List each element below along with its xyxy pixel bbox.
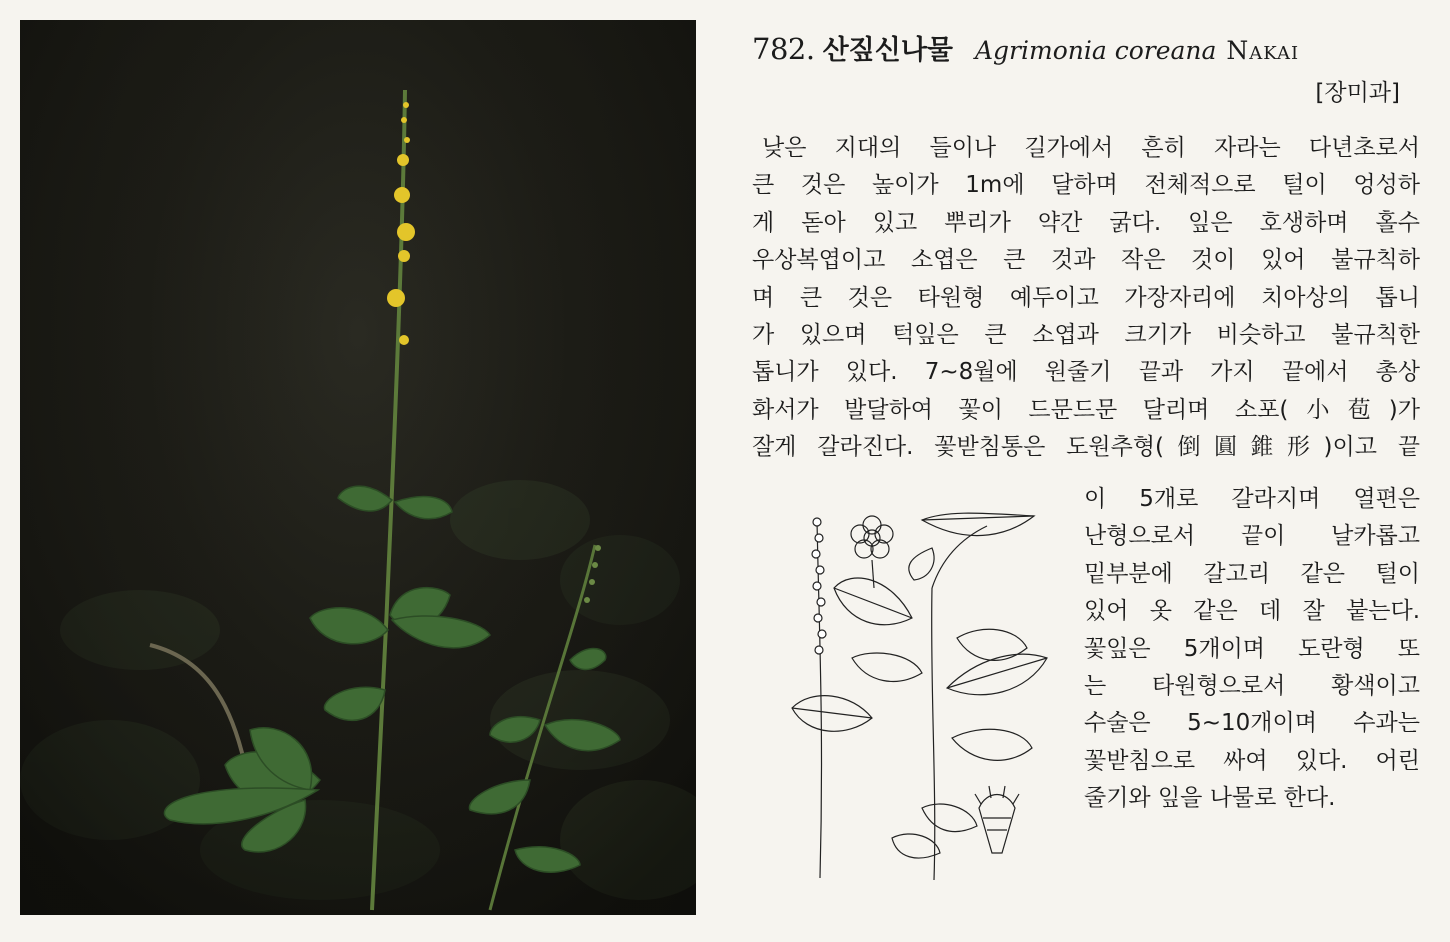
text-line: 수술은 5~10개이며 수과는 [1084,710,1420,737]
korean-name: 산짚신나물 [822,35,953,66]
text-line: 꽃받침으로 싸여 있다. 어린 [1084,747,1420,774]
text-line: 톱니가 있다. 7~8월에 원줄기 끝과 가지 끝에서 총상 [752,359,1420,386]
text-line: 꽃잎은 5개이며 도란형 또 [1084,635,1420,662]
text-line: 화서가 발달하여 꽃이 드문드문 달리며 소포(小苞)가 [752,396,1420,423]
text-line: 는 타원형으로서 황색이고 [1084,672,1420,699]
description-paragraph [752,130,1420,467]
family-name: [장미과] [1315,80,1400,106]
description-paragraph-continued [1084,481,1420,818]
text-line: 있어 옷 같은 데 잘 붙는다. [1084,598,1420,625]
text-line: 큰 것은 높이가 1m에 달하며 전체적으로 털이 엉성하 [752,172,1420,199]
text-line: 밑부분에 갈고리 같은 털이 [1084,560,1420,587]
text-line: 가 있으며 턱잎은 큰 소엽과 크기가 비슷하고 불규칙한 [752,321,1420,348]
text-line: 게 돋아 있고 뿌리가 약간 굵다. 잎은 호생하며 홀수 [752,209,1420,236]
text-line: 낮은 지대의 들이나 길가에서 흔히 자라는 다년초로서 [762,135,1420,161]
plant-photograph [20,20,696,915]
scientific-name: Agrimonia coreana [975,36,1217,65]
botanical-line-drawing [772,508,1072,882]
entry-header [752,28,1392,72]
text-line: 난형으로서 끝이 날카롭고 [1084,523,1420,550]
entry-number: 782. [752,32,815,66]
text-line: 우상복엽이고 소엽은 큰 것과 작은 것이 있어 불규칙하 [752,247,1420,274]
text-line: 이 5개로 갈라지며 열편은 [1084,486,1420,512]
text-line: 잘게 갈라진다. 꽃받침통은 도원추형(倒圓錐形)이고 끝 [752,434,1420,461]
text-line: 며 큰 것은 타원형 예두이고 가장자리에 치아상의 톱니 [752,284,1420,311]
author-name: Nakai [1226,36,1300,65]
text-line: 줄기와 잎을 나물로 한다. [1084,785,1336,812]
plant-photo-illustration [20,20,696,915]
